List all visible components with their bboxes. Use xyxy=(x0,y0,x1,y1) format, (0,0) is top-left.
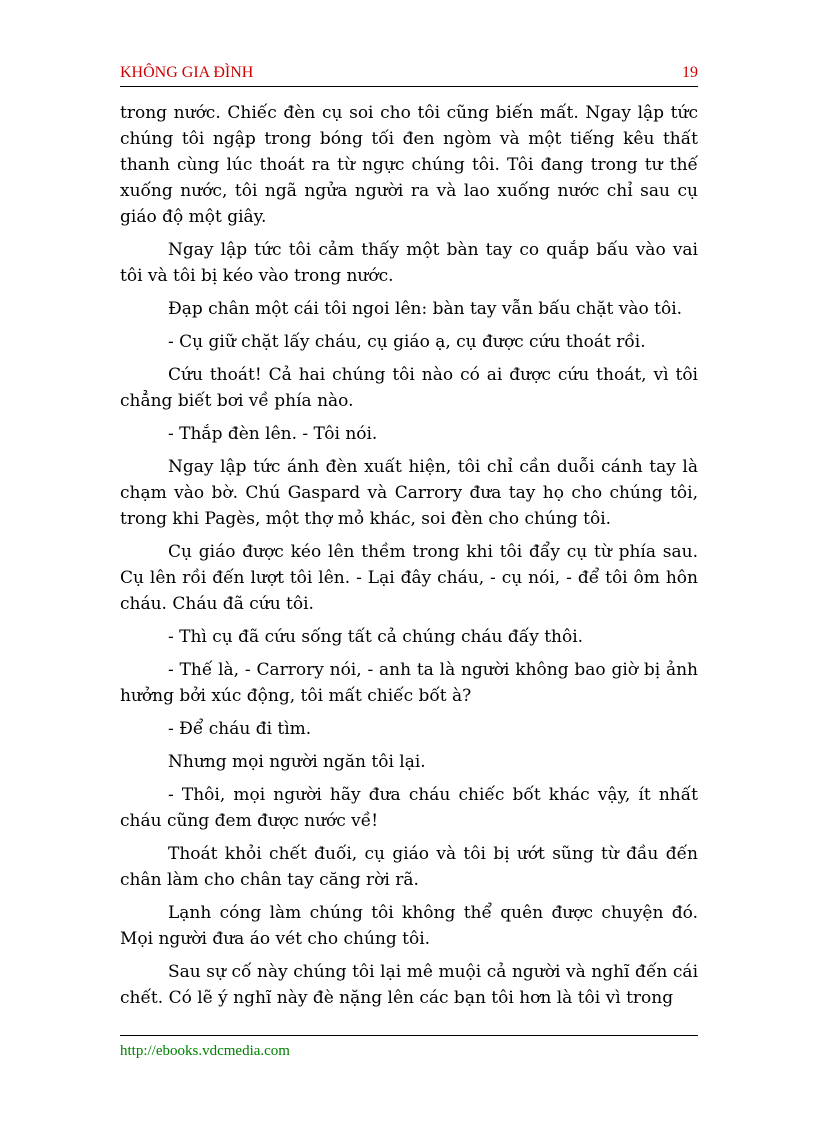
paragraph: Cụ giáo được kéo lên thềm trong khi tôi đẩy cụ từ phía sau. Cụ lên rồi đến lượt tôi lên. - Lại đây cháu, - cụ nói, - để tôi ôm hôn cháu. Cháu đã cứu tôi. xyxy=(120,542,698,614)
paragraph: Nhưng mọi người ngăn tôi lại. xyxy=(168,752,426,772)
page-body xyxy=(120,100,698,1018)
paragraph: - Thì cụ đã cứu sống tất cả chúng cháu đấy thôi. xyxy=(168,627,584,647)
paragraph: - Thôi, mọi người hãy đưa cháu chiếc bốt khác vậy, ít nhất cháu cũng đem được nước về! xyxy=(120,785,698,831)
paragraph: - Thắp đèn lên. - Tôi nói. xyxy=(168,424,378,444)
paragraph: Lạnh cóng làm chúng tôi không thể quên được chuyện đó. Mọi người đưa áo vét cho chúng tôi. xyxy=(120,903,698,949)
page-footer xyxy=(120,1035,698,1060)
book-title: KHÔNG GIA ĐÌNH xyxy=(120,64,254,81)
paragraph: trong nước. Chiếc đèn cụ soi cho tôi cũng biến mất. Ngay lập tức chúng tôi ngập trong bóng tối đen ngòm và một tiếng kêu thất thanh cùng lúc thoát ra từ ngực chúng tôi. Tôi đang trong tư thế xuống nước, tôi ngã ngửa người ra và lao xuống nước chỉ sau cụ giáo độ một giây. xyxy=(120,103,698,227)
paragraph: Sau sự cố này chúng tôi lại mê muội cả người và nghĩ đến cái chết. Có lẽ ý nghĩ này đè nặng lên các bạn tôi hơn là tôi vì trong xyxy=(120,962,698,1008)
page-header xyxy=(120,62,698,87)
paragraph: Đạp chân một cái tôi ngoi lên: bàn tay vẫn bấu chặt vào tôi. xyxy=(168,299,683,319)
page-number: 19 xyxy=(682,64,698,81)
paragraph: Ngay lập tức tôi cảm thấy một bàn tay co quắp bấu vào vai tôi và tôi bị kéo vào trong nước. xyxy=(120,240,698,286)
paragraph: Ngay lập tức ánh đèn xuất hiện, tôi chỉ cần duỗi cánh tay là chạm vào bờ. Chú Gaspard và Carrory đưa tay họ cho chúng tôi, trong khi Pagès, một thợ mỏ khác, soi đèn cho chúng tôi. xyxy=(120,457,698,529)
footer-link[interactable]: http://ebooks.vdcmedia.com xyxy=(120,1043,290,1059)
paragraph: - Thế là, - Carrory nói, - anh ta là người không bao giờ bị ảnh hưởng bởi xúc động, tôi mất chiếc bốt à? xyxy=(120,660,698,706)
paragraph: Thoát khỏi chết đuối, cụ giáo và tôi bị ướt sũng từ đầu đến chân làm cho chân tay căng rời rã. xyxy=(120,844,698,890)
paragraph: - Cụ giữ chặt lấy cháu, cụ giáo ạ, cụ được cứu thoát rồi. xyxy=(168,332,646,352)
paragraph: Cứu thoát! Cả hai chúng tôi nào có ai được cứu thoát, vì tôi chẳng biết bơi về phía nào. xyxy=(120,365,698,411)
paragraph: - Để cháu đi tìm. xyxy=(168,719,312,739)
